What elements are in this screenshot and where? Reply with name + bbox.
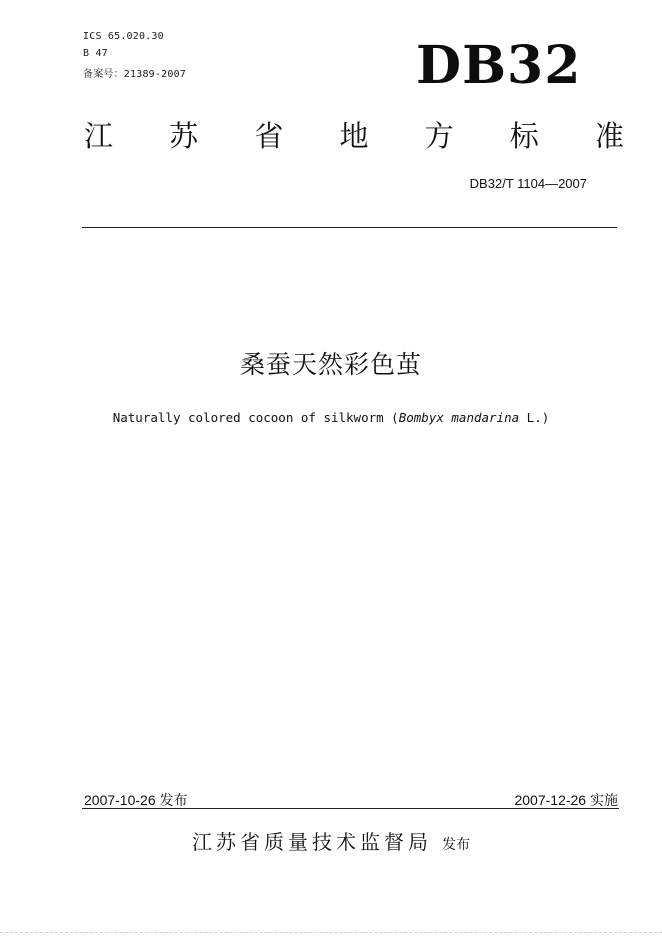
- ics-code: ICS 65.020.30: [83, 31, 164, 42]
- standard-type-char: 江: [84, 119, 114, 153]
- title-english-suffix: L.): [519, 410, 550, 425]
- standard-number: DB32/T 1104—2007: [469, 176, 587, 191]
- issuer-name: 江苏省质量技术监督局: [192, 830, 432, 854]
- scan-edge-line: [0, 932, 662, 933]
- issuer-line: [0, 826, 662, 855]
- standard-type-char: 苏: [169, 119, 199, 153]
- db-code-logo: DB32: [416, 35, 582, 96]
- bottom-divider: [82, 808, 619, 809]
- implementation-date: 2007-12-26 实施: [514, 792, 618, 808]
- title-chinese: 桑蚕天然彩色茧: [239, 350, 422, 379]
- top-divider: [82, 227, 617, 228]
- title-english: [0, 410, 662, 425]
- issued-by-label: 发布: [442, 837, 470, 853]
- standard-type-char: 标: [509, 119, 539, 153]
- standard-type-char: 地: [339, 119, 369, 153]
- standard-type-char: 方: [424, 119, 454, 153]
- filing-number: 备案号：21389-2007: [83, 69, 187, 80]
- standard-type-char: 准: [594, 119, 624, 153]
- title-english-prefix: Naturally colored cocoon of silkworm (: [112, 410, 399, 425]
- issue-date: 2007-10-26 发布: [84, 792, 188, 808]
- standard-type-heading: [84, 116, 624, 156]
- ccs-code: B 47: [83, 48, 108, 59]
- title-scientific-name: Bombyx mandarina: [398, 410, 520, 425]
- standard-type-char: 省: [254, 119, 284, 153]
